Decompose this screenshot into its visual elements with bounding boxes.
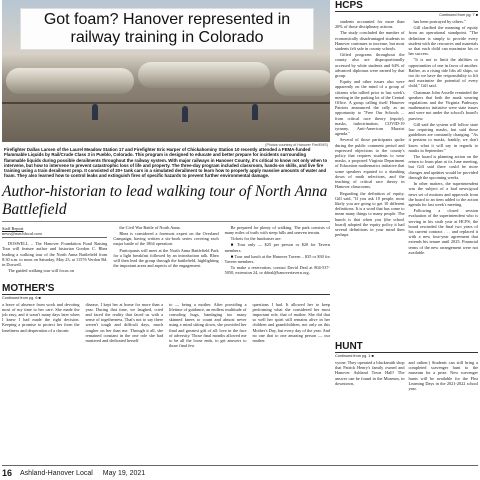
mothers-column: a leave of absence from work and devoting most of my time to her care. She made the job easy, and it wasn't many days later when I knew I had made the right decision. Keeping a promise to protect her from the loneliness and desperation of a chronic xyxy=(2,301,80,333)
story-columns xyxy=(2,225,330,277)
story-paragraph: Participants will meet at the North Anna Battlefield Park for a light breakfast followed by an introduction talk. Rhea will then lead the group through the battlefield, highlighting the important areas and aspects of the engagement. xyxy=(113,247,219,269)
firefighter-figure xyxy=(92,104,98,120)
hcps-paragraph: students accounted for more than 20% of those disciplinary actions. xyxy=(335,19,405,30)
photo-caption: Firefighter Dallas Larsen of the Laurel Meadow Station 17 and Firefighter Eric Harper of Chickahominy Station 10 recently attended a FEMA-funded Flammable Liquids by Rail/Crude Class 3 in Pueblo, Colorado. This program is designed to educate and better prepare for incidents surrounding flammable liquids during possible derailments throughout the railway system. With major railways in Hanover County, it's critical to know not only when to intervene, but how to intervene to prevent catastrophic loss of life and property. The three-day program included classroom, hands-on skills, and live fire training using a train derailment prop. It consisted of 20+ tank cars in a simulated derailment to learn how to properly apply massive amounts of water and foam. They also learned how to control leaks and extinguish fires of specific hazards to prevent further environmental damage. xyxy=(4,147,328,179)
hcps-paragraph: "It is not to limit the abilities or opportunities of one in favor of another. Rather, as a rising tide lifts all ships, so too do we have the responsibility to lift and maximize the potential of every child," Gill said. xyxy=(408,57,478,89)
hunt-column: and online.) Students can still bring a completed scavenger hunt to the museum for a prize. New scavenger hunts will be available for the Flea Learning Days in the 2021-2022 school year. xyxy=(408,360,478,392)
hunt-column: vyone. They operated a blacksmith shop that Patrick Henry's family owned and Hanover Ashland Town Hall! The answer can be found in the Museum, in downtown, xyxy=(335,360,405,386)
right-section xyxy=(335,0,478,464)
firefighter-figure xyxy=(182,106,188,122)
mothers-column: questions I had. It allowed her to keep performing what she considered her most important role, that of mother. She did that so well her spirit still remains alive in her children and grandchildren, not only on this Mother's Day, but every day of the year. And no one that to one amazing person — our mother. xyxy=(252,301,330,344)
hunt-columns xyxy=(335,360,478,391)
photo-credit: (Photos courtesy of Hanover Fire/EMS) xyxy=(265,143,328,147)
hcps-paragraph: Gifted programs throughout the county also are disproportionally accessed by white students and 64% of advanced diplomas were earned by that group. xyxy=(335,52,405,79)
story-paragraph: DOSWELL – The Hanover Foundation Fund Raising Tour will feature author and historian Gordon C. Rhea leading a walking tour of the North Anna Battlefield from 8:30 a.m. to noon on Saturday, May 23, at 11576 Verdon Rd. in Doswell. xyxy=(2,241,108,267)
hcps-paragraph: The study concluded the number of economically disadvantaged students in Hanover continues to increase, but most students felt safe in county schools. xyxy=(335,30,405,52)
hcps-paragraph: Following a closed session evaluation of the superintendent who is serving in his sixth year at HCPS, the board rescinded the final two years of his current contract . . . and replaced it with a new four-year agreement that extends his tenure until 2025. Financial terms of the new arrangement were not available. xyxy=(408,208,478,255)
hcps-paragraph: Gill clarified the meaning of equity from an operational standpoint. "The definition is simply to provide every student with the resources and materials so that each child can maximize his or her success. xyxy=(408,25,478,57)
hcps-paragraph: Chairman John Axselle reminded the speakers that both the mask wearing regulations and the Virginia Pathways mathematics initiative were state issues and were not under the school's board's purview. xyxy=(408,89,478,121)
issue-date: May 19, 2021 xyxy=(102,469,146,477)
story-paragraph: ■ Tour and lunch at the Hanover Tavern – $35 or $30 for Tavern members. xyxy=(224,253,330,264)
hcps-column-2 xyxy=(409,19,479,337)
story-paragraph: Be prepared for plenty of walking. The park consists of many miles of trails with steep hills and uneven terrain. xyxy=(224,224,330,235)
paper-name: Ashland-Hanover Local xyxy=(20,469,93,477)
tank-car-image xyxy=(138,62,270,88)
hcps-section-head: HCPS xyxy=(335,0,478,12)
continued-line: Continued from pg. 7 ■ xyxy=(439,13,478,17)
hcps-paragraph: has been portrayed by others." xyxy=(413,19,466,24)
feature-photo xyxy=(2,0,330,142)
hcps-column-1 xyxy=(335,19,405,337)
byline xyxy=(2,225,107,238)
hunt-section-head: HUNT xyxy=(335,341,478,353)
story-column-1 xyxy=(2,225,107,277)
story-paragraph: Tickets for the fundraiser are: xyxy=(230,236,282,242)
story-column-2 xyxy=(113,225,218,277)
story-paragraph: The guided walking tour will focus on xyxy=(8,268,74,274)
hcps-paragraph: In other matters, the superintendent was the subject of a bad news/good news set of motions and approvals from the board to an item added to the action agenda for last week's meeting. xyxy=(408,181,478,207)
tank-car-image xyxy=(6,68,134,94)
left-section xyxy=(2,0,330,464)
story-headline: Author-historian to lead walking tour of North Anna Battlefield xyxy=(2,183,330,222)
hcps-paragraph: The board is planning action on the return to learn plan at its June meeting, but Gill said there could be more changes and updates would be provided through the upcoming weeks. xyxy=(408,154,478,180)
story-column-3 xyxy=(225,225,330,277)
mothers-column: disease, I kept her at home for more than a year. During that time, we laughed, cried and faced the reality that faced us with a sense of togetherness. That's not to say there weren't tough and difficult days, much tougher on her than me. Through it all, she remained constant in the one role she had mastered and dedicated herself xyxy=(85,301,163,344)
hcps-paragraph: Regarding the definition of equity, Gill said, "If you ask 10 people, most likely you are going to get 10 different definitions. It is a word that has come to mean many things to many people. The hunch is that when you (the school board) adopted the equity policy it had several definitions in your mind then perhaps xyxy=(335,190,405,238)
mothers-columns xyxy=(2,302,330,349)
story-paragraph: ■ Tour only — $25 per person or $20 for Tavern members. xyxy=(224,242,330,253)
mothers-column: to — being a mother. After providing a lifetime of guidance, an endless multitude of consoling hugs, bandaging too many skinned knees to count and almost never using a mind sitting down, she provided her final and greatest gift of all: love in the face of adversity. Those final months allowed me to be all the loose ends, to get answers to those final few xyxy=(169,301,247,349)
firefighter-figure xyxy=(252,104,258,120)
continued-line: Continued from pg. 6 ■ xyxy=(2,295,41,300)
rail-track xyxy=(2,102,330,104)
byline-name: Staff Report xyxy=(2,225,24,231)
feature-headline: Got foam? Hanover represented in railway training in Colorado xyxy=(43,11,291,46)
mothers-section-head: MOTHER'S xyxy=(2,283,330,295)
hcps-paragraph: Equity and other issues also were apparently on the mind of a group of citizens who rallied prior to last week's meeting in the parking lot of the Central Office. A group calling itself Hanover Patriots announced the rally as an opportunity to "Free Our Schools ... from critical race theory (equity), masks, indoctrination, COVID-19 tyranny, Anti-American Marxist agenda." xyxy=(335,79,405,137)
story-paragraph: Rhea is considered a foremost expert on the Overland Campaign, having written a six-book series covering each major battle of the 1864 operation. xyxy=(113,230,219,247)
page-footer xyxy=(2,465,478,480)
hcps-columns xyxy=(335,19,478,337)
hcps-paragraph: Several of those participants spoke during the public comment period and expressed objections to the county's policy that requires students to wear masks, a proposed Virginia Department of Education mathematics initiative that some speakers equated to a dumbing down of math selections, and the teaching of critical race theory in Hanover classrooms. xyxy=(335,137,405,190)
hcps-paragraph: Gill said the system will follow state law requiring masks, but said those guidelines are constantly changing. "As it pertains to masks, frankly, we don't know what it will say in regards to masks in September." xyxy=(408,121,478,153)
byline-email[interactable]: news@mechlocal.com xyxy=(2,230,42,236)
continued-line: Continued from pg. 1 ■ xyxy=(335,354,374,358)
tank-car-image xyxy=(274,70,330,96)
story-paragraph: the Civil War Battle of North Anna. xyxy=(119,224,181,230)
story-paragraph: To make a reservation, contact David Deal at 804-537-5050, extension 24, or ddeal@hanovertavern.org. xyxy=(224,265,330,276)
feature-headline-box xyxy=(20,8,314,50)
page-number: 16 xyxy=(2,468,13,478)
